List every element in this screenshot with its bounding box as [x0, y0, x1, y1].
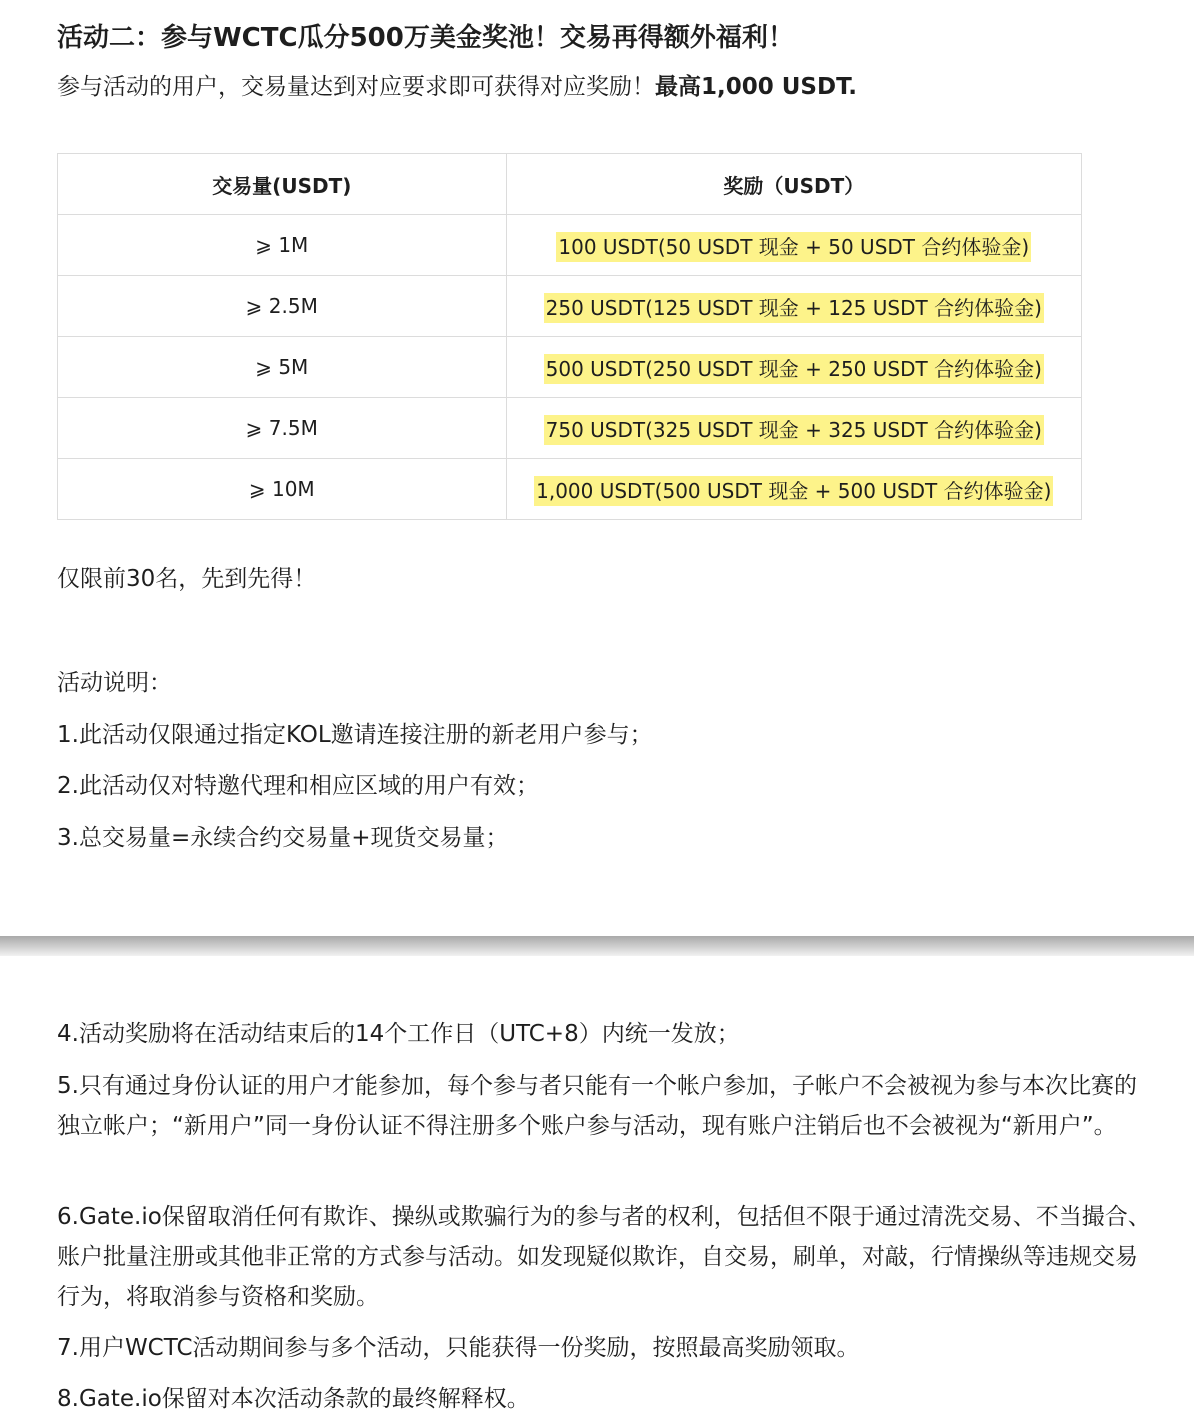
rule-item: 4.活动奖励将在活动结束后的14个工作日（UTC+8）内统一发放；: [57, 1021, 740, 1047]
table-header-row: [58, 154, 1082, 215]
rule-item: 2.此活动仅对特邀代理和相应区域的用户有效；: [57, 773, 539, 799]
rule-item: 1.此活动仅限通过指定KOL邀请连接注册的新老用户参与；: [57, 722, 653, 748]
header-volume: 交易量(USDT): [58, 154, 507, 215]
reward-cell: [506, 215, 1081, 276]
subtitle-text: 参与活动的用户，交易量达到对应要求即可获得对应奖励！: [57, 74, 655, 100]
reward-cell: [506, 459, 1081, 520]
volume-cell: ⩾ 10M: [58, 459, 507, 520]
rule-item: 7.用户WCTC活动期间参与多个活动，只能获得一份奖励，按照最高奖励领取。: [57, 1335, 860, 1361]
table-row: [58, 337, 1082, 398]
volume-cell: ⩾ 2.5M: [58, 276, 507, 337]
reward-highlight: 1,000 USDT(500 USDT 现金 + 500 USDT 合约体验金): [534, 476, 1053, 506]
rule-item: 3.总交易量=永续合约交易量+现货交易量；: [57, 825, 509, 851]
rule-item: 8.Gate.io保留对本次活动条款的最终解释权。: [57, 1386, 530, 1412]
table-row: [58, 276, 1082, 337]
volume-cell: ⩾ 1M: [58, 215, 507, 276]
subtitle-max-reward: 最高1,000 USDT.: [655, 74, 858, 100]
reward-cell: [506, 337, 1081, 398]
table-row: [58, 459, 1082, 520]
reward-cell: [506, 276, 1081, 337]
activity-title: 活动二：参与WCTC瓜分500万美金奖池！交易再得额外福利！: [57, 23, 794, 53]
reward-cell: [506, 398, 1081, 459]
limit-note: 仅限前30名，先到先得！: [57, 566, 317, 592]
reward-table: [57, 153, 1082, 520]
section-divider: [0, 936, 1194, 956]
rule-item: 5.只有通过身份认证的用户才能参加，每个参与者只能有一个帐户参加，子帐户不会被视为参与本次比赛的独立帐户；“新用户”同一身份认证不得注册多个账户参与活动，现有账户注销后也不会被视为“新用户”。: [57, 1073, 1137, 1139]
reward-highlight: 100 USDT(50 USDT 现金 + 50 USDT 合约体验金): [556, 232, 1031, 262]
rule-item: 6.Gate.io保留取消任何有欺诈、操纵或欺骗行为的参与者的权利，包括但不限于通过清洗交易、不当撮合、账户批量注册或其他非正常的方式参与活动。如发现疑似欺诈，自交易，刷单，对敲，行情操纵等违规交易行为，将取消参与资格和奖励。: [57, 1204, 1151, 1310]
table-row: [58, 398, 1082, 459]
header-reward: 奖励（USDT）: [506, 154, 1081, 215]
volume-cell: ⩾ 5M: [58, 337, 507, 398]
activity-subtitle: [57, 68, 857, 106]
volume-cell: ⩾ 7.5M: [58, 398, 507, 459]
reward-highlight: 750 USDT(325 USDT 现金 + 325 USDT 合约体验金): [544, 415, 1044, 445]
reward-highlight: 250 USDT(125 USDT 现金 + 125 USDT 合约体验金): [544, 293, 1044, 323]
rules-heading: 活动说明：: [57, 670, 172, 696]
reward-highlight: 500 USDT(250 USDT 现金 + 250 USDT 合约体验金): [544, 354, 1044, 384]
table-row: [58, 215, 1082, 276]
